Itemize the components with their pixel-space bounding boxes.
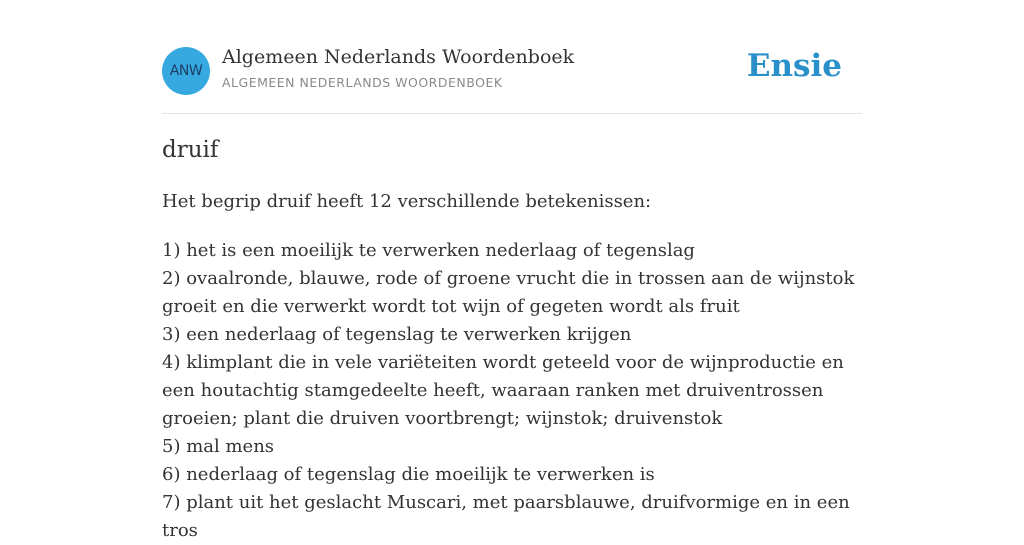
meaning-item: 4) klimplant die in vele variëteiten wordt geteeld voor de wijnproductie en een houtachtig stamgedeelte heeft, waaraan ranken met druiventrossen groeien; plant die druiven voortbrengt; wijnstok; druivenstok bbox=[162, 352, 844, 429]
meaning-item: 7) plant uit het geslacht Muscari, met paarsblauwe, druifvormige en in een tros bbox=[162, 492, 850, 541]
source-title[interactable]: Algemeen Nederlands Woordenboek bbox=[222, 46, 575, 68]
entry-word: druif bbox=[162, 137, 219, 163]
meaning-item: 2) ovaalronde, blauwe, rode of groene vrucht die in trossen aan de wijnstok groeit en die verwerkt wordt tot wijn of gegeten wordt als fruit bbox=[162, 268, 855, 317]
source-logo[interactable]: ANW bbox=[162, 47, 210, 95]
meaning-item: 3) een nederlaag of tegenslag te verwerken krijgen bbox=[162, 324, 632, 345]
source-subtitle: ALGEMEEN NEDERLANDS WOORDENBOEK bbox=[222, 75, 503, 90]
meanings-list bbox=[162, 237, 862, 545]
entry-intro: Het begrip druif heeft 12 verschillende betekenissen: bbox=[162, 191, 652, 212]
header-divider bbox=[162, 113, 862, 114]
ensie-logo[interactable]: Ensie bbox=[746, 48, 842, 84]
source-header bbox=[162, 46, 862, 96]
meaning-item: 6) nederlaag of tegenslag die moeilijk te verwerken is bbox=[162, 464, 655, 485]
meaning-item: 1) het is een moeilijk te verwerken nederlaag of tegenslag bbox=[162, 240, 695, 261]
meaning-item: 5) mal mens bbox=[162, 436, 275, 457]
